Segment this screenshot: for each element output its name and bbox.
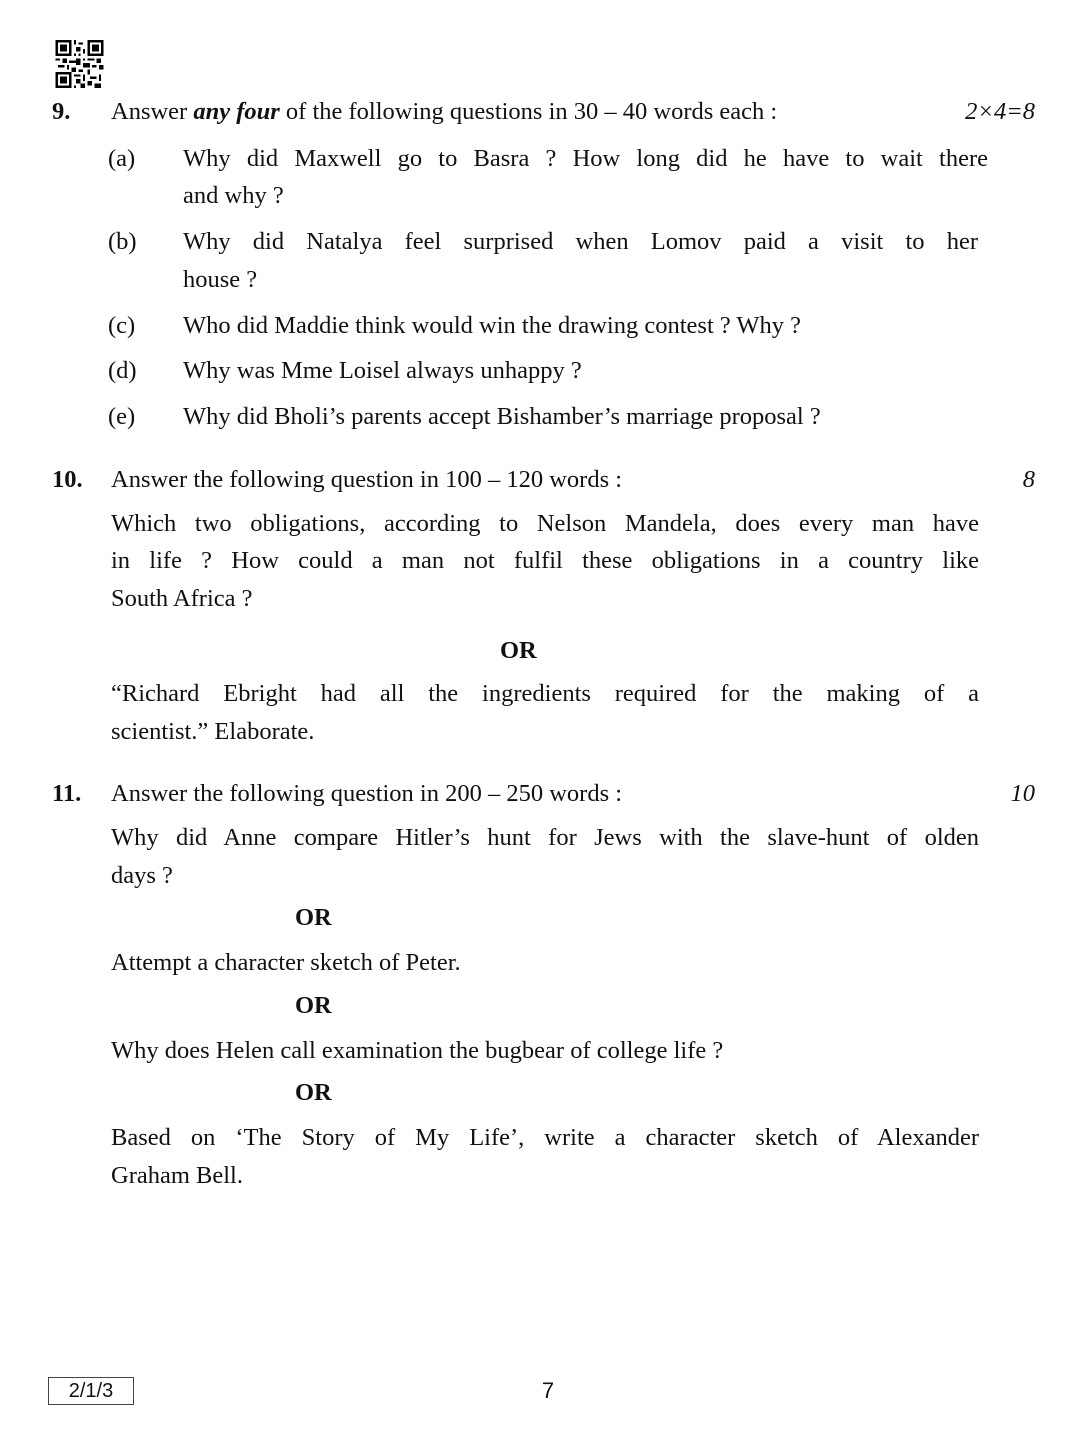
item-9c-text: Who did Maddie think would win the drawing contest ? Why ?	[183, 312, 802, 339]
question-11-number: 11.	[52, 780, 82, 807]
question-11-instruction: Answer the following question in 200 – 250 words :	[111, 780, 623, 807]
item-9b-label: (b)	[108, 228, 137, 255]
paper-code: 2/1/3	[48, 1377, 134, 1405]
question-11-marks: 10	[1010, 780, 1035, 807]
question-10-option2-line1: “Richard Ebright had all the ingredients required for the making of a	[111, 680, 979, 707]
item-9e-label: (e)	[108, 403, 136, 430]
question-10-option2-line2: scientist.” Elaborate.	[111, 718, 315, 745]
question-11-option1-line2: days ?	[111, 862, 173, 889]
item-9e-text: Why did Bholi’s parents accept Bishamber’s marriage proposal ?	[183, 403, 821, 430]
qr-code-icon	[54, 40, 105, 88]
question-11-option2: Attempt a character sketch of Peter.	[111, 949, 461, 976]
item-9a-line2: and why ?	[183, 182, 284, 209]
page-number: 7	[541, 1378, 555, 1403]
question-11-option4-line1: Based on ‘The Story of My Life’, write a character sketch of Alexander	[111, 1124, 979, 1151]
item-9a-line1: Why did Maxwell go to Basra ? How long did he have to wait there	[183, 145, 988, 172]
question-10-option1-line1: Which two obligations, according to Nelson Mandela, does every man have	[111, 510, 979, 537]
item-9d-label: (d)	[108, 357, 137, 384]
item-9b-line2: house ?	[183, 266, 258, 293]
question-11-option3: Why does Helen call examination the bugbear of college life ?	[111, 1037, 724, 1064]
question-11-option1-line1: Why did Anne compare Hitler’s hunt for Jews with the slave-hunt of olden	[111, 824, 979, 851]
question-10-instruction: Answer the following question in 100 – 120 words :	[111, 466, 623, 493]
question-10-number: 10.	[52, 466, 83, 493]
question-10-marks: 8	[1022, 466, 1035, 493]
question-11-or-2: OR	[295, 992, 332, 1019]
question-10-or: OR	[500, 637, 537, 664]
question-9-marks: 2×4=8	[965, 98, 1035, 125]
item-9c-label: (c)	[108, 312, 136, 339]
question-11-option4-line2: Graham Bell.	[111, 1162, 243, 1189]
question-11-or-1: OR	[295, 904, 332, 931]
item-9b-line1: Why did Natalya feel surprised when Lomov paid a visit to her	[183, 228, 978, 255]
question-9-number: 9.	[52, 98, 71, 125]
question-10-option1-line2: in life ? How could a man not fulfil these obligations in a country like	[111, 547, 979, 574]
item-9d-text: Why was Mme Loisel always unhappy ?	[183, 357, 582, 384]
question-9-instruction: Answer any four of the following questions in 30 – 40 words each :	[111, 98, 778, 125]
question-10-option1-line3: South Africa ?	[111, 585, 253, 612]
item-9a-label: (a)	[108, 145, 136, 172]
question-11-or-3: OR	[295, 1079, 332, 1106]
